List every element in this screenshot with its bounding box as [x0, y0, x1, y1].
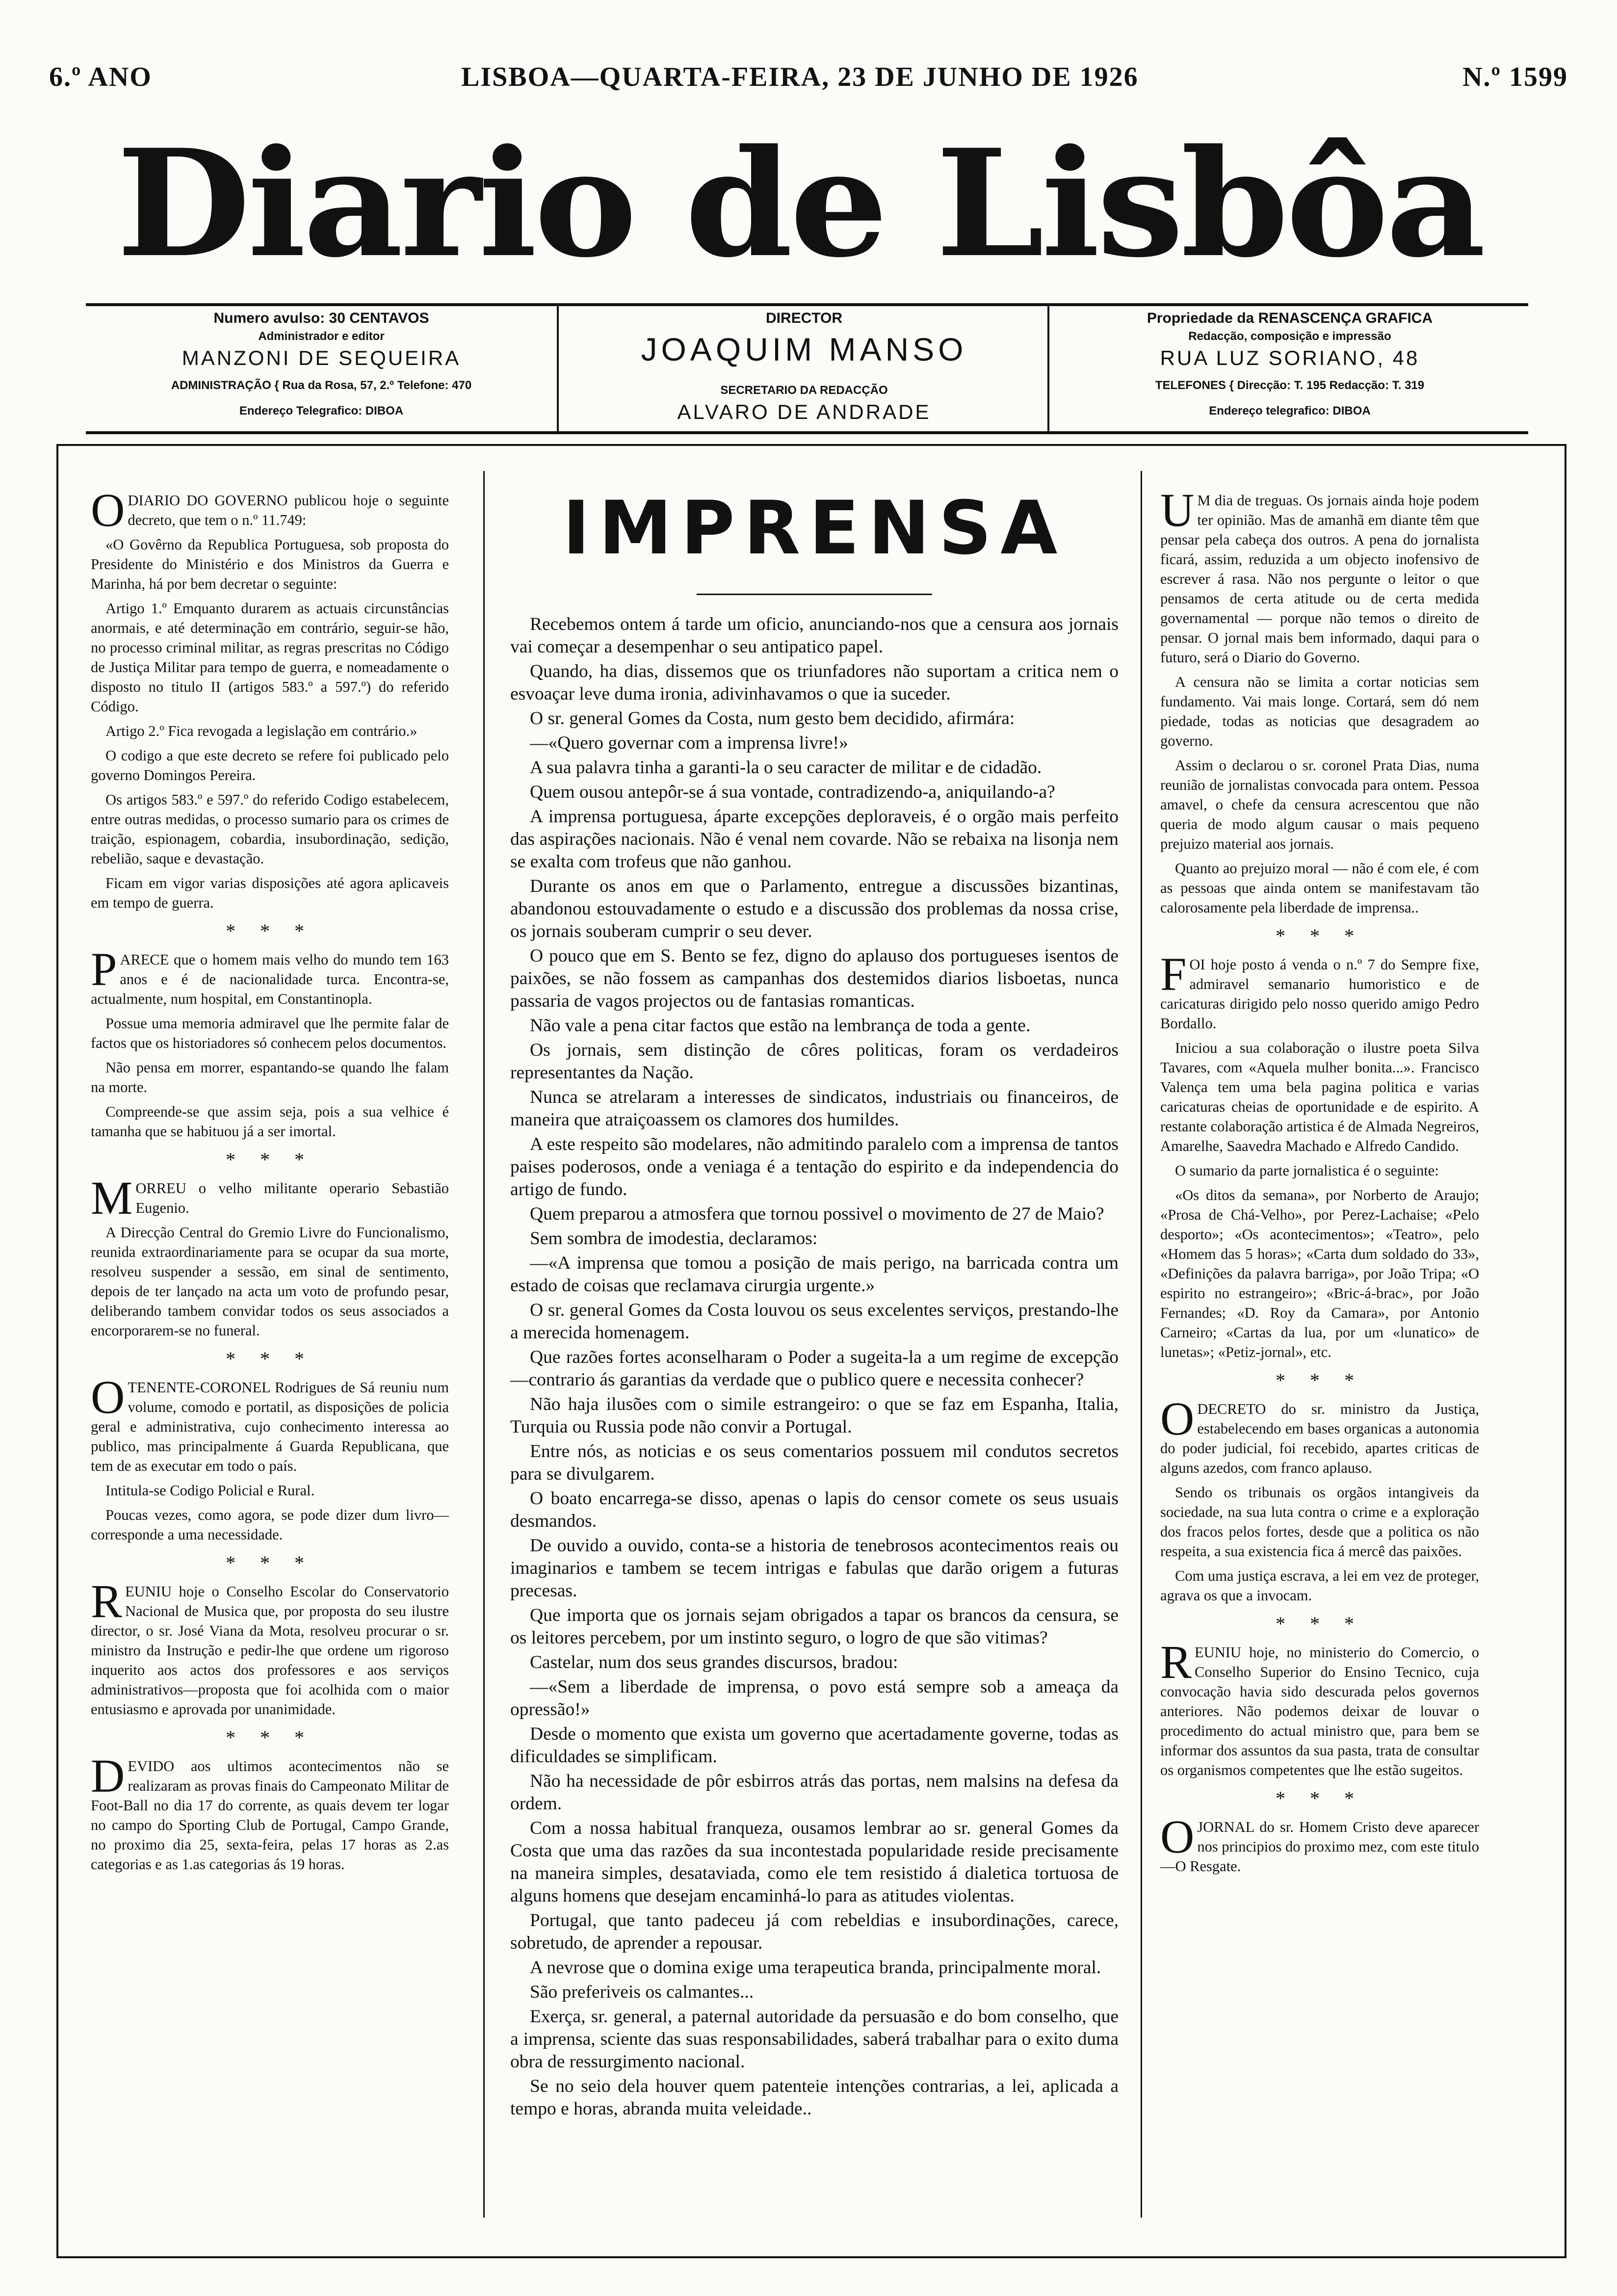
article-paragraph: Com a nossa habitual franqueza, ousamos lembrar ao sr. general Gomes da Costa que uma das razões da sua incontestada popularidade reside precisamente na maneira simples, desataviada, como ele tem resistido á dialetica tortuosa de alguns homens que desejam encaminhá-lo para as atitudes violentas. — [510, 1818, 1119, 1906]
article-paragraph: Nunca se atrelaram a interesses de sindicatos, industriais ou financeiros, de maneira que atraiçoassem os clamores dos humildes. — [510, 1087, 1119, 1130]
info-right — [1047, 306, 1530, 431]
secretary-name: ALVARO DE ANDRADE — [677, 400, 931, 423]
news-item-lead: FOI hoje posto á venda o n.º 7 do Sempre fixe, admiravel semanario humoristico e de caricaturas dirigido pelo nosso querido amigo Pedro Bordallo. — [1160, 948, 1479, 1032]
section-separator: * * * — [1276, 1787, 1364, 1809]
article-paragraph: Quando, ha dias, dissemos que os triunfadores não suportam a critica nem o esvoaçar leve duma ironia, adivinhavamos o que ia suceder. — [510, 661, 1119, 704]
info-center — [557, 306, 1049, 431]
news-item-lead: ODIARIO DO GOVERNO publicou hoje o seguinte decreto, que tem o n.º 11.749: — [91, 484, 449, 536]
news-item-lead: ODECRETO do sr. ministro da Justiça, estabelecendo em bases organicas a autonomia do poder judicial, foi recebido, apartes criticas de alguns azedos, com franco aplauso. — [1160, 1392, 1479, 1476]
news-item-lead: REUNIU hoje o Conselho Escolar do Conservatorio Nacional de Musica que, por proposta do seu ilustre director, o sr. José Viana da Mota, resolveu procurar o sr. ministro da Instrução e pedir-lhe que ordene um rigoroso inquerito aos actos dos professores e aos serviços administrativos—proposta que foi acolhida com o maior entusiasmo e aprovada por unanimidade. — [91, 1575, 449, 1718]
section-separator: * * * — [226, 920, 314, 942]
news-item-paragraph: Quanto ao prejuizo moral — não é com ele, é com as pessoas que ainda ontem se manifestavam tão calorosamente pela liberdade de imprensa.. — [1160, 860, 1479, 916]
masthead-title: Diario de Lisbôa — [116, 117, 1483, 290]
section-separator: * * * — [1276, 925, 1364, 947]
news-item-lead: PARECE que o homem mais velho do mundo tem 163 anos e é de nacionalidade turca. Encontra-se, actualmente, num hospital, em Constantinopla. — [91, 943, 449, 1007]
article-paragraph: São preferiveis os calmantes... — [530, 1982, 754, 2002]
admin-name: MANZONI DE SEQUEIRA — [182, 346, 461, 369]
article-paragraph: Não haja ilusões com o simile estrangeiro: o que se faz em Espanha, Italia, Turquia ou Russia pode não convir a Portugal. — [510, 1394, 1119, 1437]
news-item-paragraph: Com uma justiça escrava, a lei em vez de proteger, agrava os que a invocam. — [1160, 1567, 1479, 1604]
article-paragraph: Recebemos ontem á tarde um oficio, anunciando-nos que a censura aos jornais vai começar a desempenhar o seu antipatico papel. — [510, 614, 1119, 657]
article-paragraph: Não ha necessidade de pôr esbirros atrás das portas, nem malsins na defesa da ordem. — [510, 1771, 1119, 1814]
news-item-paragraph: Sendo os tribunais os orgãos intangiveis da sociedade, na sua luta contra o crime e a exploração dos fracos pelos fortes, desde que a politica os não respeita, a sua existencia fica á mercê das paixões. — [1160, 1484, 1479, 1560]
news-item-lead: REUNIU hoje, no ministerio do Comercio, o Conselho Superior do Ensino Tecnico, cuja convocação havia sido descurada pelos governos anteriores. Não podemos deixar de louvar o procedimento do actual ministro que, para bem se informar dos assuntos da sua pasta, trata de consultar os organismos competentes que lhe estão sugeitos. — [1160, 1636, 1479, 1778]
price: Numero avulso: 30 CENTAVOS — [213, 310, 429, 326]
article-paragraph: De ouvido a ouvido, conta-se a historia de tenebrosos acontecimentos reais ou imaginarios e tambem se tecem intrigas e fabulas que darão origem a futuras precesas. — [510, 1536, 1119, 1601]
owner: Propriedade da RENASCENÇA GRAFICA — [1147, 310, 1433, 326]
news-item-paragraph: Artigo 2.º Fica revogada a legislação em contrário.» — [105, 723, 417, 739]
director-name: JOAQUIM MANSO — [641, 331, 967, 367]
article-paragraph: Os jornais, sem distinção de côres politicas, foram os verdadeiros representantes da Nação. — [510, 1040, 1119, 1083]
dateline: LISBOA—QUARTA-FEIRA, 23 DE JUNHO DE 1926 — [461, 62, 1139, 92]
right-telegraph: Endereço telegrafico: DIBOA — [1209, 404, 1371, 417]
section-separator: * * * — [226, 1726, 314, 1748]
news-item-paragraph: Ficam em vigor varias disposições até agora aplicaveis em tempo de guerra. — [91, 875, 449, 911]
article-paragraph: —«Sem a liberdade de imprensa, o povo está sempre sob a ameaça da opressão!» — [510, 1677, 1119, 1720]
news-item-paragraph: Os artigos 583.º e 597.º do referido Codigo estabelecem, entre outras medidas, o processo sumario para os crimes de traição, espionagem, cobardia, insubordinação, sedição, rebelião, saque e devastação. — [91, 791, 449, 867]
article-paragraph: Castelar, num dos seus grandes discursos, bradou: — [530, 1652, 898, 1672]
article-paragraph: Se no seio dela houver quem patenteie intenções contrarias, a lei, aplicada a tempo e horas, abranda muita veleidade.. — [510, 2076, 1119, 2119]
news-item-paragraph: Artigo 1.º Emquanto durarem as actuais circunstâncias anormais, e até determinação em contrário, seguir-se hão, no processo criminal militar, as regras prescritas no Código de Justiça Militar para tempo de guerra, e nomeadamente o disposto no titulo II (artigos 583.º a 597.º) do referido Código. — [91, 600, 449, 715]
article-paragraph: Não vale a pena citar factos que estão na lembrança de toda a gente. — [530, 1016, 1031, 1036]
news-item-paragraph: Iniciou a sua colaboração o ilustre poeta Silva Tavares, com «Aquela mulher bonita...». Francisco Valença tem uma bela pagina politica e varias caricaturas cheias de oportunidade e de espirito. A restante colaboração artistica é de Almada Negreiros, Amarelhe, Saavedra Machado e Alfredo Candido. — [1160, 1040, 1479, 1154]
section-separator: * * * — [226, 1148, 314, 1171]
article-paragraph: O boato encarrega-se disso, apenas o lapis do censor comete os seus usuais desmandos. — [510, 1488, 1119, 1531]
year-label: 6.º ANO — [49, 62, 152, 92]
director-role: DIRECTOR — [765, 310, 843, 326]
news-item-paragraph: Poucas vezes, como agora, se pode dizer dum livro—corresponde a uma necessidade. — [91, 1507, 449, 1543]
section-separator: * * * — [226, 1348, 314, 1370]
article-paragraph: O sr. general Gomes da Costa, num gesto bem decidido, afirmára: — [530, 708, 1015, 729]
left-column — [91, 484, 449, 1879]
news-item-paragraph: Não pensa em morrer, espantando-se quando lhe falam na morte. — [91, 1059, 449, 1096]
news-item-lead: OTENENTE-CORONEL Rodrigues de Sá reuniu num volume, comodo e portatil, as disposições de policia geral e administrativa, cujo conhecimento interessa ao publico, mas principalmente á Guarda Republicana, que tem de as executar em todo o país. — [91, 1371, 449, 1474]
news-item-paragraph: «O Govêrno da Republica Portuguesa, sob proposta do Presidente do Ministério e dos Ministros da Guerra e Marinha, há por bem decretar o seguinte: — [91, 536, 449, 592]
section-separator: * * * — [226, 1552, 314, 1574]
top-line — [44, 61, 1573, 96]
article-paragraph: Desde o momento que exista um governo que acertadamente governe, todas as dificuldades se simplificam. — [510, 1724, 1119, 1767]
article-paragraph: O pouco que em S. Bento se fez, digno do aplauso dos portugueses isentos de paixões, se não fossem as campanhas dos destemidos diarios lisboetas, nunca passaria de vagos projectos ou de fantasias romanticas. — [510, 946, 1119, 1011]
news-item-paragraph: Possue uma memoria admiravel que lhe permite falar de factos que os historiadores só conhecem pelos documentos. — [91, 1015, 449, 1051]
article-paragraph: Que importa que os jornais sejam obrigados a tapar os brancos da censura, se os leitores percebem, por um instinto seguro, o logro de que são vitimas? — [510, 1605, 1119, 1648]
article-paragraph: Sem sombra de imodestia, declaramos: — [530, 1228, 818, 1249]
office-address: RUA LUZ SORIANO, 48 — [1160, 346, 1420, 369]
article-paragraph: Quem preparou a atmosfera que tornou possivel o movimento de 27 de Maio? — [530, 1204, 1104, 1224]
article-paragraph: A este respeito são modelares, não admitindo paralelo com a imprensa de tantos paises poderosos, onde a veniaga é a tentação do espirito e da independencia do artigo de fundo. — [510, 1134, 1119, 1200]
article-paragraph: Portugal, que tanto padeceu já com rebeldias e insubordinações, carece, sobretudo, de aprender a repousar. — [510, 1910, 1119, 1953]
news-item-lead: MORREU o velho militante operario Sebastião Eugenio. — [91, 1172, 449, 1224]
news-item-paragraph: O sumario da parte jornalistica é o seguinte: — [1175, 1162, 1439, 1179]
article-paragraph: Exerça, sr. general, a paternal autoridade da persuasão e do bom conselho, que a imprensa, sciente das suas responsabilidades, saberá trabalhar para o exito duma obra de ressurgimento nacional. — [510, 2007, 1119, 2072]
article-paragraph: A nevrose que o domina exige uma terapeutica branda, principalmente moral. — [530, 1957, 1101, 1978]
secretary-role: SECRETARIO DA REDACÇÃO — [720, 384, 888, 397]
news-item-paragraph: A censura não se limita a cortar noticias sem fundamento. Vai mais longe. Cortará, sem dó nem piedade, todas as noticias que desagradem ao governo. — [1160, 674, 1479, 749]
headline-rule — [697, 594, 932, 595]
article-paragraph: Entre nós, as noticias e os seus comentarios possuem mil condutos secretos para se divulgarem. — [510, 1441, 1119, 1484]
info-left — [86, 306, 557, 431]
article-paragraph: Quem ousou antepôr-se á sua vontade, contradizendo-a, aniquilando-a? — [530, 782, 1055, 802]
article-paragraph: —«Quero governar com a imprensa livre!» — [530, 733, 848, 753]
column-rule-left — [483, 471, 485, 2218]
column-rule-right — [1141, 471, 1142, 2218]
issue-number: N.º 1599 — [1462, 62, 1568, 92]
phones: TELEFONES { Direcção: T. 195 Redacção: T. 319 — [1155, 379, 1425, 392]
news-item-lead: UM dia de treguas. Os jornais ainda hoje podem ter opinião. Mas de amanhã em diante têm que pensar pela cabeça dos outros. A pena do jornalista ficará, assim, reduzida a um objecto inofensivo de escrever á rasa. Não nos pergunte o leitor o que pensamos de certa atitude ou de certa medida governamental — porque não temos o direito de pensar. O jornal mais bem informado, daqui para o futuro, será o Diario do Governo. — [1160, 484, 1479, 666]
center-column — [510, 613, 1119, 2122]
news-item-paragraph: Intitula-se Codigo Policial e Rural. — [105, 1482, 315, 1499]
article-paragraph: A imprensa portuguesa, áparte excepções deploraveis, é o orgão mais perfeito das aspirações nacionais. Não é venal nem covarde. Não se rebaixa na lisonja nem se exalta com trofeus que não ganhou. — [510, 807, 1119, 872]
headline: IMPRENSA — [562, 486, 1067, 571]
article-paragraph: —«A imprensa que tomou a posição de mais perigo, na barricada contra um estado de coisas que reclamava cirurgia urgente.» — [510, 1253, 1119, 1296]
news-item-paragraph: «Os ditos da semana», por Norberto de Araujo; «Prosa de Chá-Velho», por Perez-Lachaise; «Pelo desporto»; «Os acontecimentos»; «Teatro», pelo «Homem das 5 horas»; «Carta dum soldado do 33», «Definições da palavra barriga», por João Tripa; «O espirito no estrangeiro»; «Bric-á-brac», por João Fernandes; «D. Roy da Camara», por Antonio Carneiro; «Cartas da lua, por um «lunatico» de lunetas»; «Petiz-jornal», etc. — [1160, 1187, 1479, 1360]
news-item-paragraph: O codigo a que este decreto se refere foi publicado pelo governo Domingos Pereira. — [91, 747, 449, 783]
right-column — [1160, 484, 1479, 1881]
news-item-lead: OJORNAL do sr. Homem Cristo deve aparecer nos principios do proximo mez, com este titulo—O Resgate. — [1160, 1810, 1479, 1875]
news-item-paragraph: Compreende-se que assim seja, pois a sua velhice é tamanha que se habituou já a ser imortal. — [91, 1103, 449, 1140]
article-paragraph: Durante os anos em que o Parlamento, entregue a discussões bizantinas, abandonou estouvadamente o estudo e a discussão dos problemas da nossa crise, os jornais souberam cumprir o seu dever. — [510, 876, 1119, 941]
article-paragraph: A sua palavra tinha a garanti-la o seu caracter de militar e de cidadão. — [530, 757, 1042, 778]
services: Redacção, composição e impressão — [1188, 330, 1391, 343]
admin-address: ADMINISTRAÇÃO { Rua da Rosa, 57, 2.º Telefone: 470 — [171, 379, 472, 392]
article-paragraph: Que razões fortes aconselharam o Poder a sugeita-la a um regime de excepção—contrario ás garantias da verdade que o publico quere e necessita conhecer? — [510, 1347, 1119, 1390]
admin-role: Administrador e editor — [258, 330, 385, 343]
section-separator: * * * — [1276, 1369, 1364, 1391]
info-bar — [86, 303, 1528, 434]
article-paragraph: O sr. general Gomes da Costa louvou os seus excelentes serviços, prestando-lhe a merecida homenagem. — [510, 1300, 1119, 1343]
section-separator: * * * — [1276, 1613, 1364, 1635]
news-item-lead: DEVIDO aos ultimos acontecimentos não se realizaram as provas finais do Campeonato Militar de Foot-Ball no dia 17 do corrente, as quais devem ter logar no campo do Sporting Club de Portugal, Campo Grande, no proximo dia 25, sexta-feira, pelas 17 horas as 2.as categorias e as 1.as categorias ás 19 horas. — [91, 1749, 449, 1873]
news-item-paragraph: A Direcção Central do Gremio Livre do Funcionalismo, reunida extraordinariamente para se ocupar da sua morte, resolveu suspender a sessão, em sinal de sentimento, depois de ter lançado na acta um voto de profundo pesar, deliberando tambem convidar todos os seus associados a encorporarem-se no funeral. — [91, 1224, 449, 1339]
news-item-paragraph: Assim o declarou o sr. coronel Prata Dias, numa reunião de jornalistas convocada para ontem. Pessoa amavel, o chefe da censura acrescentou que não queria de modo algum causar o mais pequeno prejuizo material aos jornais. — [1160, 757, 1479, 852]
admin-telegraph: Endereço Telegrafico: DIBOA — [239, 404, 404, 417]
